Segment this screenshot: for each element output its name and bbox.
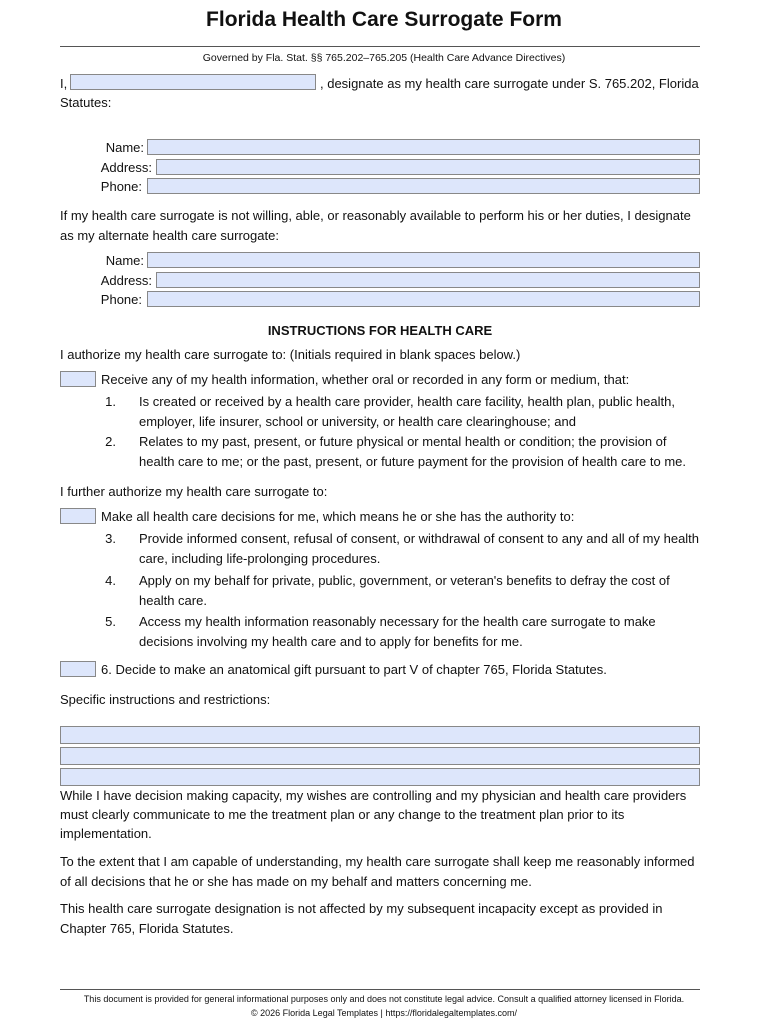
receive-text: Receive any of my health information, whether oral or recorded in any form or medium, that: (101, 372, 630, 387)
surrogate-address-label: Address: (100, 160, 152, 175)
specific-instructions-field-1[interactable] (60, 726, 700, 744)
surrogate-name-label: Name: (105, 140, 144, 155)
intro-prefix: I, (60, 76, 68, 91)
paragraph-line: This health care surrogate designation is not affected by my subsequent incapacity except as provided in (60, 901, 663, 916)
alternate-phone-field[interactable] (147, 291, 700, 307)
list-item-line: decisions involving my health care and to apply for benefits for me. (139, 634, 523, 649)
item-number: 1. (105, 394, 116, 409)
surrogate-name-field[interactable] (147, 139, 700, 155)
anatomical-gift-text: 6. Decide to make an anatomical gift pursuant to part V of chapter 765, Florida Statutes. (101, 662, 607, 677)
alternate-name-label: Name: (105, 253, 144, 268)
initials-field-receive[interactable] (60, 371, 96, 387)
item-number: 4. (105, 573, 116, 588)
alternate-phone-label: Phone: (100, 292, 142, 307)
alternate-address-field[interactable] (156, 272, 700, 288)
alternate-name-field[interactable] (147, 252, 700, 268)
list-item-line: Access my health information reasonably necessary for the health care surrogate to make (139, 614, 656, 629)
list-item-line: care, including life-prolonging procedures. (139, 551, 381, 566)
paragraph-line: must clearly communicate to me the treatment plan or any change to the treatment plan prior to its (60, 807, 625, 822)
page-subtitle: Governed by Fla. Stat. §§ 765.202–765.205 (Health Care Advance Directives) (202, 52, 566, 64)
title-divider (60, 46, 700, 47)
page-title: Florida Health Care Surrogate Form (206, 8, 562, 31)
surrogate-phone-label: Phone: (100, 179, 142, 194)
item-number: 5. (105, 614, 116, 629)
paragraph-line: of all decisions that he or she has made on my behalf and matters concerning me. (60, 874, 532, 889)
paragraph-line: Chapter 765, Florida Statutes. (60, 921, 234, 936)
intro-suffix: , designate as my health care surrogate under S. 765.202, Florida (320, 76, 699, 91)
alternate-address-label: Address: (100, 273, 152, 288)
decisions-text: Make all health care decisions for me, which means he or she has the authority to: (101, 509, 575, 524)
paragraph-line: While I have decision making capacity, my wishes are controlling and my physician and health care providers (60, 788, 687, 803)
footer-copyright: © 2026 Florida Legal Templates | https://floridalegaltemplates.com/ (251, 1008, 517, 1018)
list-item-line: health care to me; or the past, present, or future payment for the provision of health care to me. (139, 454, 687, 469)
footer-disclaimer: This document is provided for general informational purposes only and does not constitute legal advice. Consult a qualified attorney licensed in Florida. (83, 994, 685, 1004)
surrogate-address-field[interactable] (156, 159, 700, 175)
specific-instructions-field-2[interactable] (60, 747, 700, 765)
item-number: 3. (105, 531, 116, 546)
alternate-text-line1: If my health care surrogate is not willing, able, or reasonably available to perform his or her duties, I designate (60, 208, 691, 223)
intro-line2: Statutes: (60, 95, 112, 110)
instructions-heading: INSTRUCTIONS FOR HEALTH CARE (267, 323, 493, 338)
further-authorize-text: I further authorize my health care surrogate to: (60, 484, 328, 499)
list-item-line: Is created or received by a health care provider, health care facility, health plan, public health, (139, 394, 675, 409)
initials-field-anatomical[interactable] (60, 661, 96, 677)
surrogate-phone-field[interactable] (147, 178, 700, 194)
paragraph-line: implementation. (60, 826, 152, 841)
footer-divider (60, 989, 700, 990)
paragraph-line: To the extent that I am capable of understanding, my health care surrogate shall keep me reasonably informed (60, 854, 695, 869)
list-item-line: health care. (139, 593, 207, 608)
initials-field-decisions[interactable] (60, 508, 96, 524)
list-item-line: employer, life insurer, school or university, or health care clearinghouse; and (139, 414, 576, 429)
principal-name-field[interactable] (70, 74, 316, 90)
authorize-text: I authorize my health care surrogate to: (Initials required in blank spaces below.) (60, 347, 521, 362)
specific-instructions-label: Specific instructions and restrictions: (60, 692, 271, 707)
specific-instructions-field-3[interactable] (60, 768, 700, 786)
list-item-line: Apply on my behalf for private, public, government, or veteran's benefits to defray the cost of (139, 573, 670, 588)
list-item-line: Relates to my past, present, or future physical or mental health or condition; the provision of (139, 434, 667, 449)
item-number: 2. (105, 434, 116, 449)
list-item-line: Provide informed consent, refusal of consent, or withdrawal of consent to any and all of my health (139, 531, 700, 546)
alternate-text-line2: as my alternate health care surrogate: (60, 228, 279, 243)
